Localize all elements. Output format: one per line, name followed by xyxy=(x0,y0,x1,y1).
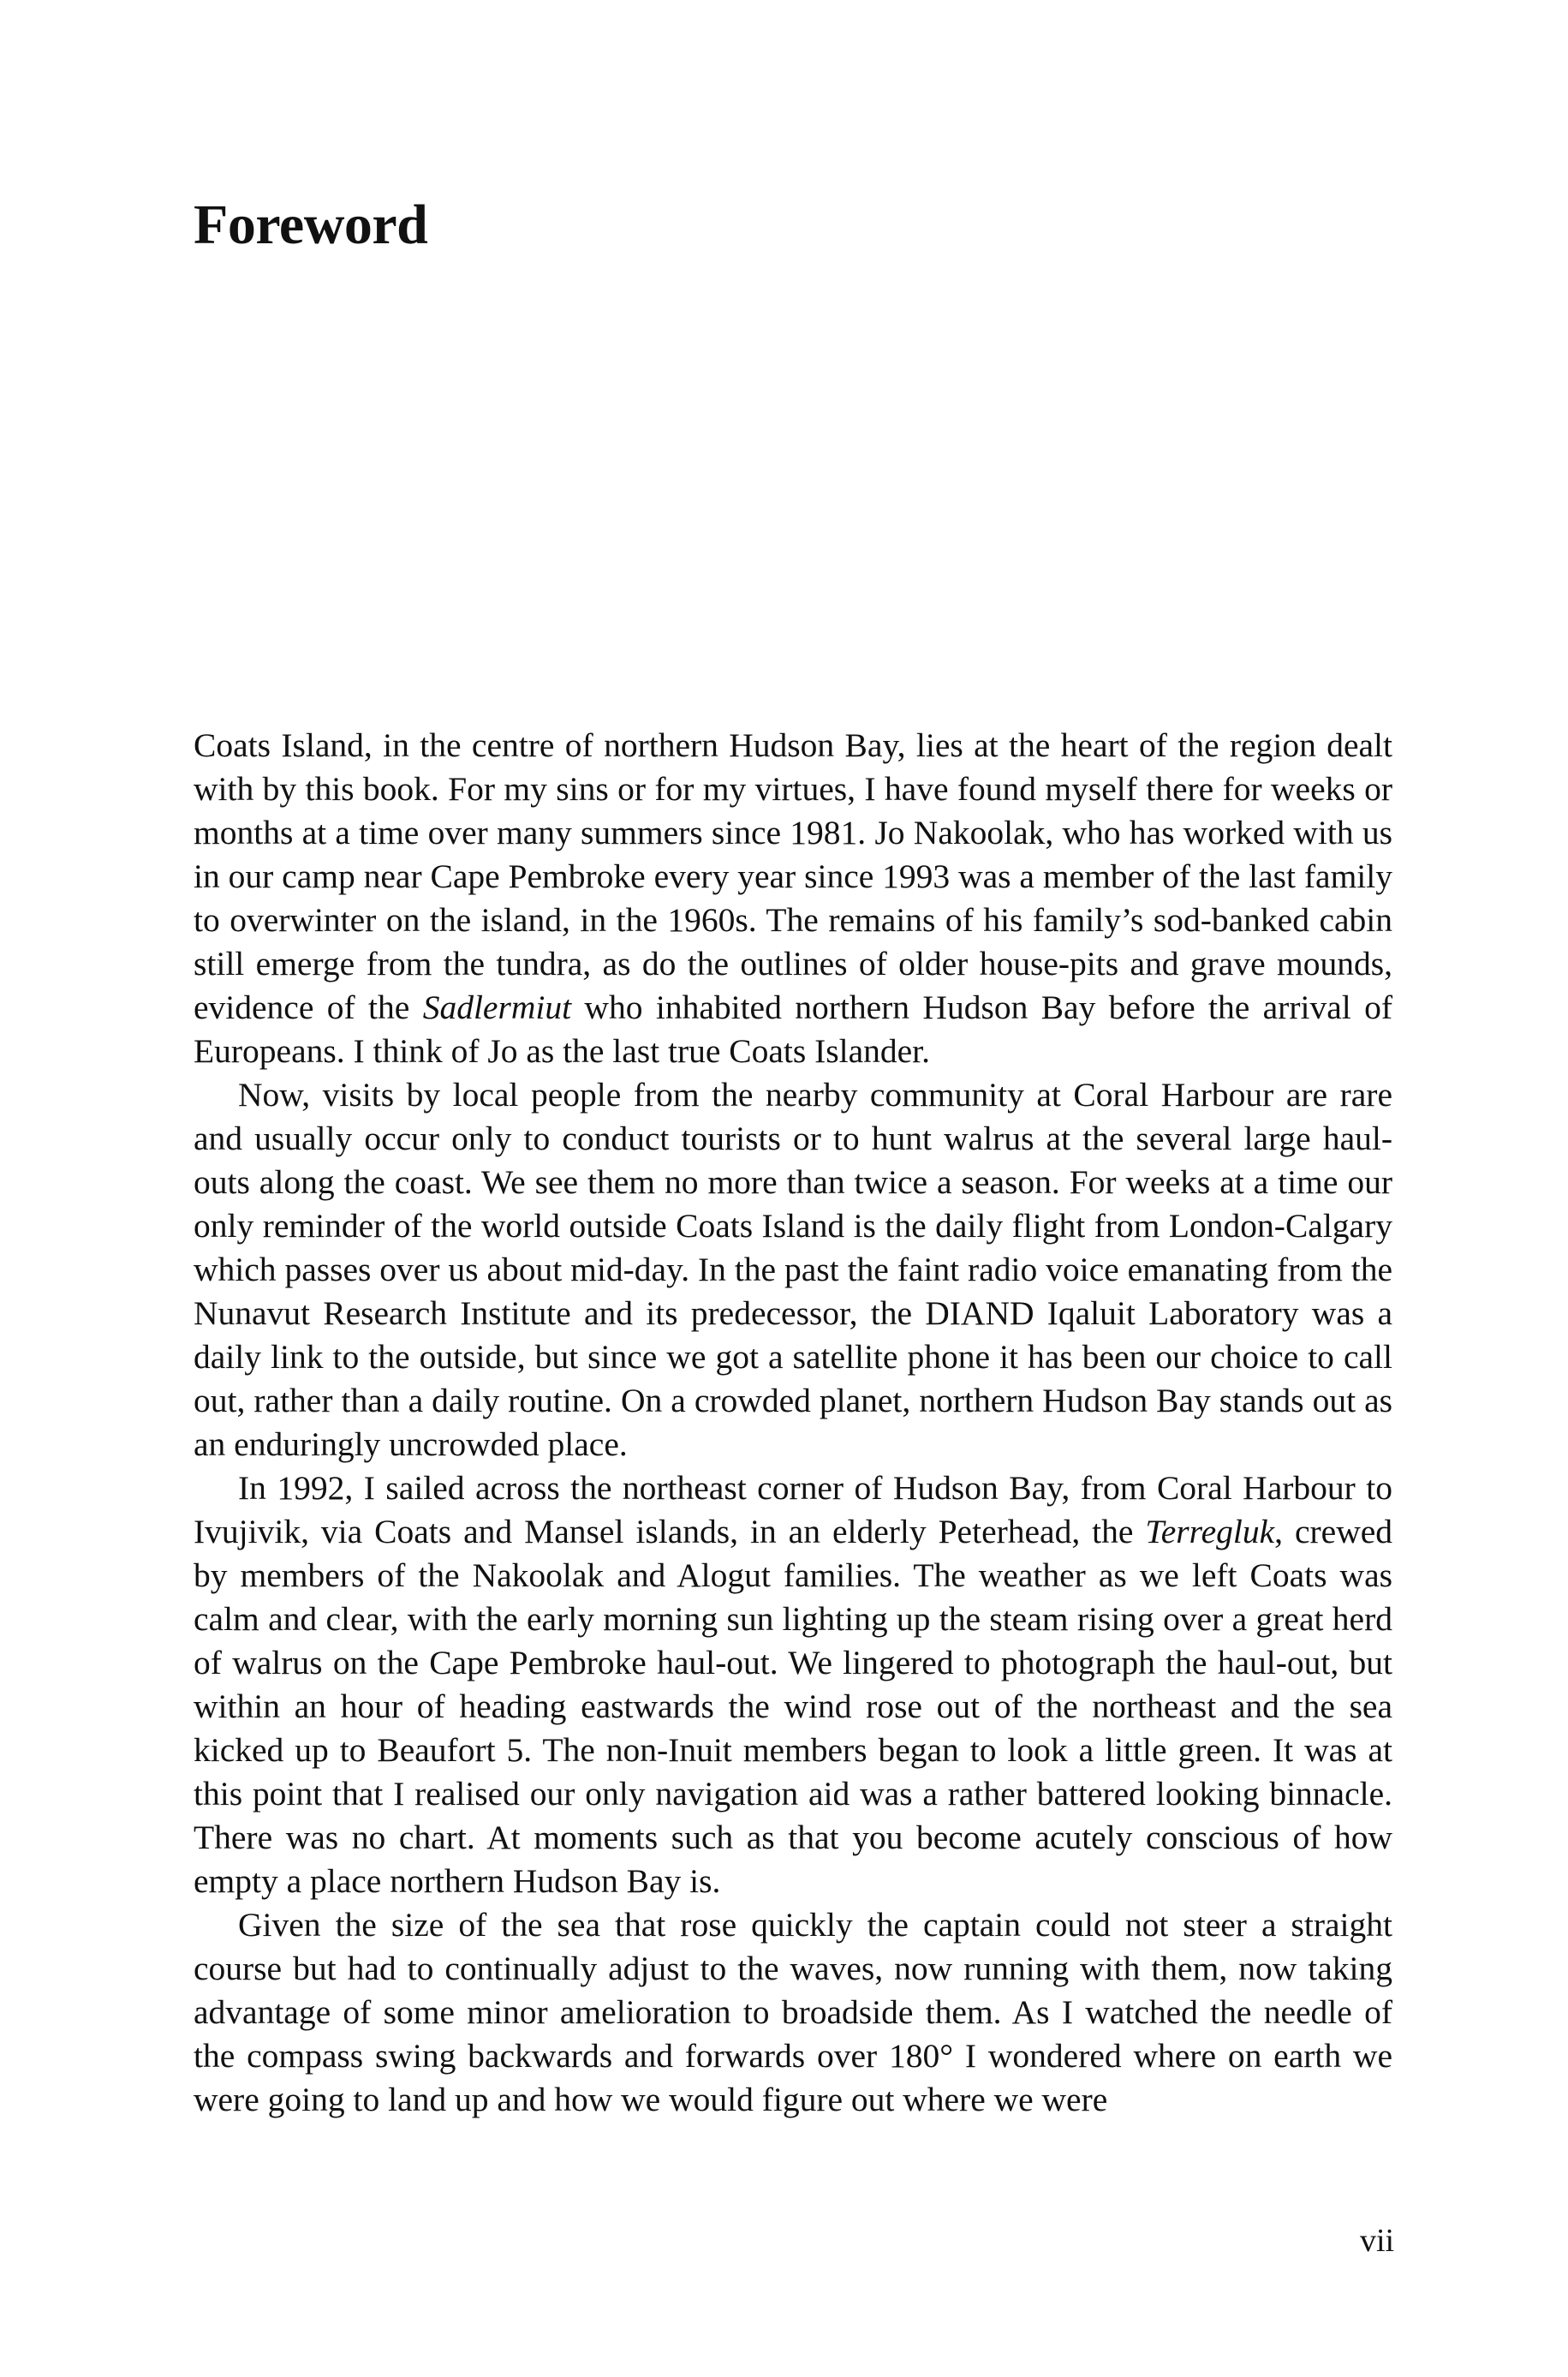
paragraph-2 xyxy=(194,1073,1392,1466)
paragraph-text: , crewed by members of the Nakoolak and Alogut families. The weather as we left Coats was calm and clear, with the early morning sun lighting up the steam rising over a great herd of walrus on the Cape Pembroke haul-out. We lingered to photograph the haul-out, but within an hour of heading eastwards the wind rose out of the northeast and the sea kicked up to Beaufort 5. The non-Inuit members began to look a little green. It was at this point that I realised our only navigation aid was a rather battered looking binnacle. There was no chart. At moments such as that you become acutely conscious of how empty a place northern Hudson Bay is. xyxy=(194,1513,1393,1900)
paragraph-4 xyxy=(194,1903,1392,2122)
paragraph-text: who inhabited northern Hudson Bay before the arrival of Europeans. I think of Jo as the last true Coats Islander. xyxy=(194,988,1392,1070)
italic-term-sadlermiut: Sadlermiut xyxy=(422,988,572,1026)
paragraph-text: Given the size of the sea that rose quickly the captain could not steer a straight course but had to continually adjust to the waves, now running with them, now taking advantage of some minor amelioration to broadside them. As I watched the needle of the compass swing backwards and forwards over 180° I wondered where on earth we were going to land up and how we would figure out where we were xyxy=(194,1906,1392,2118)
paragraph-3 xyxy=(194,1466,1392,1903)
page-title: Foreword xyxy=(194,194,428,256)
paragraph-1 xyxy=(194,724,1392,1073)
body-text xyxy=(194,724,1392,2122)
paragraph-text: In 1992, I sailed across the northeast corner of Hudson Bay, from Coral Harbour to Ivujivik, via Coats and Mansel islands, in an elderly Peterhead, the xyxy=(194,1469,1392,1550)
italic-term-terregluk: Terregluk xyxy=(1145,1513,1275,1550)
paragraph-text: Coats Island, in the centre of northern Hudson Bay, lies at the heart of the region dealt with by this book. For my sins or for my virtues, I have found myself there for weeks or months at a time over many summers since 1981. Jo Nakoolak, who has worked with us in our camp near Cape Pembroke every year since 1993 was a member of the last family to overwinter on the island, in the 1960s. The remains of his family’s sod-banked cabin still emerge from the tundra, as do the outlines of older house-pits and grave mounds, evidence of the xyxy=(194,726,1392,1026)
page-number: vii xyxy=(1360,2223,1395,2259)
paragraph-text: Now, visits by local people from the nearby community at Coral Harbour are rare and usually occur only to conduct tourists or to hunt walrus at the several large haul-outs along the coast. We see them no more than twice a season. For weeks at a time our only reminder of the world outside Coats Island is the daily flight from London-Calgary which passes over us about mid-day. In the past the faint radio voice emanating from the Nunavut Research Institute and its predecessor, the DIAND Iqaluit Laboratory was a daily link to the outside, but since we got a satellite phone it has been our choice to call out, rather than a daily routine. On a crowded planet, northern Hudson Bay stands out as an enduringly uncrowded place. xyxy=(194,1076,1392,1463)
